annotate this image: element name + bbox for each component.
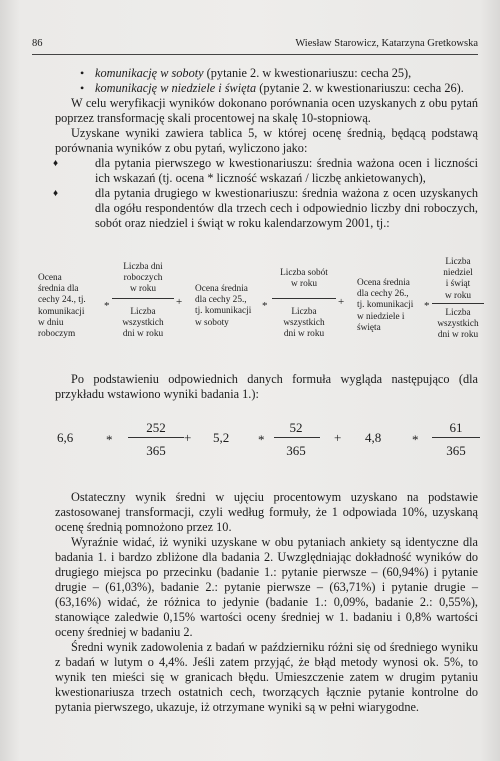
term-3: Ocena średnia dla cechy 26., tj. komunikacji w niedziele i święta (357, 278, 414, 333)
multiply-sign: * (262, 300, 268, 312)
fraction-numerator: Liczba dni roboczych w roku (123, 262, 163, 295)
list-item: ♦ dla pytania drugiego w kwestionariuszu: średnia ważona z ocen uzyskanych dla ogółu respondentów dla trzech cech i odpowiednio liczby dni roboczych, sobót oraz niedziel i świąt w roku kalendarzowym 2001, tj.: (53, 186, 478, 230)
body-top (55, 66, 478, 231)
fraction-numerator: Liczba sobót w roku (280, 268, 328, 290)
list-item: ♦ dla pytania pierwszego w kwestionariuszu: średnia ważona ocen i liczności ich wskazań (tj. ocena * liczność wskazań / liczbę ankietowanych), (53, 156, 478, 185)
fraction-numerator: Liczba niedziel i świąt w roku (443, 257, 473, 301)
body-middle (55, 372, 478, 402)
fraction-denominator: Liczba wszystkich dni w roku (437, 308, 479, 341)
paragraph: Średni wynik zadowolenia z badań w październiku różni się od średniego wyniku z badań w lutym o 4,4%. Jeśli zatem przyjąć, że błąd metody wynosi ok. 5%, to wynik ten mieści się w granicach błędu. Umieszczenie zatem w drugim pytaniu kwestionariusza trzech ostatnich cech, tworzących łącznie pytanie kontrolne do pytania pierwszego, ukazuje, iż otrzymane wyniki są w pełni wiarygodne. (55, 640, 478, 714)
fraction-denominator: 365 (446, 443, 466, 458)
fraction-denominator: Liczba wszystkich dni w roku (122, 307, 164, 340)
plus-sign: + (184, 430, 192, 445)
value-c: 5,2 (213, 430, 230, 445)
value-e: 4,8 (365, 430, 382, 445)
fraction-line (112, 298, 174, 299)
diamond-bullet-icon: ♦ (53, 188, 59, 199)
fraction-denominator: 365 (286, 443, 306, 458)
body-bottom (55, 490, 478, 715)
fraction-line (432, 303, 484, 304)
header-rule (32, 54, 478, 55)
paragraph: Wyraźnie widać, iż wyniki uzyskane w obu pytaniach ankiety są identyczne dla badania 1. i bardzo zbliżone dla badania 2. Uwzględniając dokładność wyników do drugiego miejsca po przecinku (badanie 1.: pytanie pierwsze – (60,94%) i pytanie drugie – (61,03%), badanie 2.: pytanie pierwsze – (63,71%) i pytanie drugie – (63,16%) widać, że różnica to jedynie (badanie 1.: 0,09%, badanie 2.: 0,55%), stanowiące zaledwie 0,15% wartości oceny średniej w 1. badaniu i 0,8% wartości oceny średniej w badaniu 2. (55, 535, 478, 639)
list-item: • komunikację w niedziele i święta (pytanie 2. w kwestionariuszu: cecha 26). (80, 81, 464, 95)
multiply-sign: * (424, 300, 430, 312)
diamond-bullet-icon: ♦ (53, 158, 59, 169)
fraction-line (274, 437, 320, 438)
plus-sign: + (334, 430, 342, 445)
paragraph: Uzyskane wyniki zawiera tablica 5, w której ocenę średnią, będącą podstawą porównania wyników z obu pytań, wyliczono jako: (55, 126, 478, 155)
multiply-sign: * (412, 432, 419, 447)
fraction-numerator: 61 (449, 420, 463, 435)
bullet-icon: • (80, 66, 85, 80)
fraction-numerator: 252 (146, 420, 166, 435)
value-a: 6,6 (57, 430, 74, 445)
running-head-authors: Wiesław Starowicz, Katarzyna Gretkowska (295, 38, 478, 49)
list-item: • komunikację w soboty (pytanie 2. w kwestionariuszu: cecha 25), (80, 66, 412, 80)
page-header (32, 38, 478, 52)
page-number: 86 (32, 38, 43, 49)
fraction-denominator: 365 (146, 443, 166, 458)
plus-sign: + (338, 296, 345, 308)
fraction-numerator: 52 (289, 420, 303, 435)
multiply-sign: * (258, 432, 265, 447)
term-2: Ocena średnia dla cechy 25., tj. komunikacji w soboty (195, 284, 252, 328)
fraction-denominator: Liczba wszystkich dni w roku (283, 307, 325, 340)
multiply-sign: * (104, 300, 110, 312)
paragraph: Po podstawieniu odpowiednich danych formuła wygląda następująco (dla przykładu wstawiono wyniki badania 1.): (55, 372, 478, 401)
fraction-line (128, 437, 184, 438)
plus-sign: + (176, 296, 183, 308)
multiply-sign: * (106, 432, 113, 447)
fraction-line (432, 437, 480, 438)
bullet-icon: • (80, 81, 85, 95)
term-1: Ocena średnia dla cechy 24., tj. komunikacji w dniu roboczym (38, 273, 86, 340)
paragraph: W celu weryfikacji wyników dokonano porównania ocen uzyskanych z obu pytań poprzez transformację skali procentowej na skalę 10-stopniową. (55, 96, 478, 125)
paragraph: Ostateczny wynik średni w ujęciu procentowym uzyskano na podstawie zastosowanej transformacji, czyli według formuły, że 1 odpowiada 10%, uzyskaną ocenę średnią pomnożono przez 10. (55, 490, 478, 534)
fraction-line (272, 298, 336, 299)
